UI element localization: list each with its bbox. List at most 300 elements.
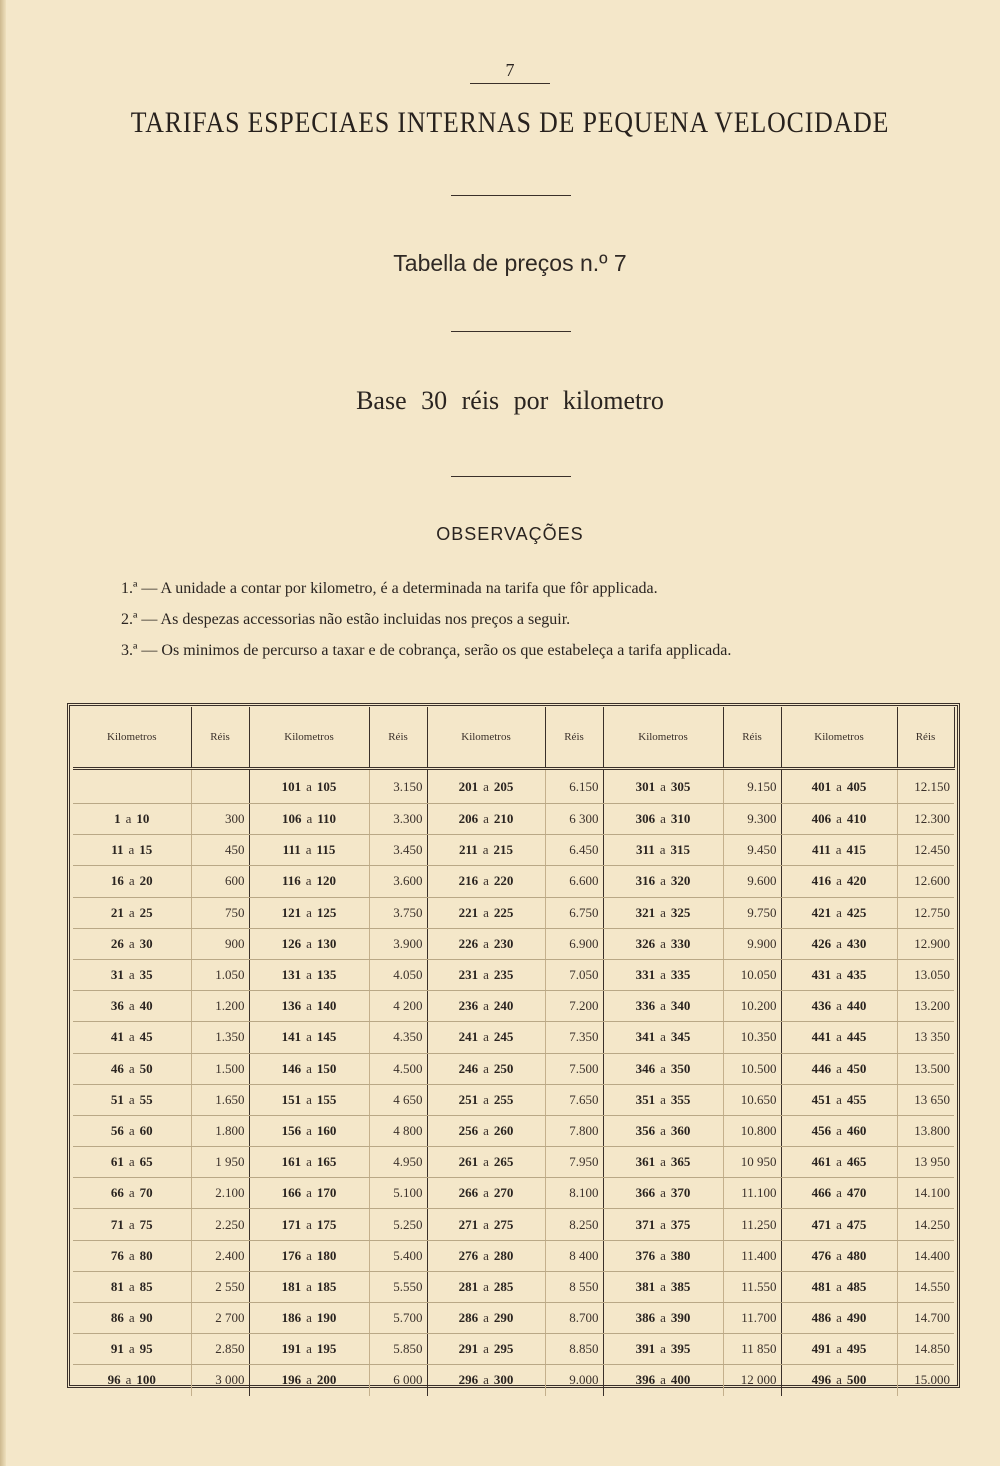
kilometre-range-cell xyxy=(73,1147,191,1178)
range-end: 360 xyxy=(670,1122,691,1138)
price-reis-cell: 10.050 xyxy=(723,959,781,990)
range-connector: a xyxy=(483,904,489,920)
price-reis-cell: 9.300 xyxy=(723,804,781,835)
kilometre-range-cell xyxy=(73,1271,191,1302)
price-reis-cell: 3.600 xyxy=(369,866,427,897)
base-rate-line: Base 30 réis por kilometro xyxy=(356,386,664,415)
price-reis-cell: 10.650 xyxy=(723,1084,781,1115)
price-reis-cell: 12.300 xyxy=(897,804,954,835)
price-reis-cell: 2.850 xyxy=(191,1334,249,1365)
range-start: 166 xyxy=(281,1185,302,1201)
column-header-reis: Réis xyxy=(191,707,249,769)
range-end: 315 xyxy=(670,842,691,858)
kilometre-range-cell xyxy=(427,1209,545,1240)
range-end: 120 xyxy=(316,873,337,889)
observation-note: 2.ª — As despezas accessorias não estão incluidas nos preços a seguir. xyxy=(121,611,571,628)
range-end: 300 xyxy=(493,1372,514,1388)
range-connector: a xyxy=(836,904,842,920)
range-start: 446 xyxy=(811,1060,832,1076)
range-connector: a xyxy=(660,1185,666,1201)
range-connector: a xyxy=(483,778,489,794)
price-reis-cell: 7.050 xyxy=(545,959,603,990)
range-end: 195 xyxy=(316,1341,337,1357)
range-connector: a xyxy=(660,1029,666,1045)
range-start: 116 xyxy=(281,873,301,889)
price-reis-cell: 15.000 xyxy=(897,1365,954,1396)
range-connector: a xyxy=(305,842,312,858)
range-end: 465 xyxy=(846,1154,867,1170)
range-connector: a xyxy=(483,1060,489,1076)
range-end: 80 xyxy=(139,1247,153,1263)
price-reis-cell: 3.150 xyxy=(369,769,427,804)
kilometre-range-cell xyxy=(427,835,545,866)
range-connector: a xyxy=(836,1091,842,1107)
range-connector: a xyxy=(306,1216,312,1232)
range-start: 216 xyxy=(458,873,479,889)
range-start: 81 xyxy=(110,1278,124,1294)
kilometre-range-cell xyxy=(73,959,191,990)
price-reis-cell: 9.150 xyxy=(723,769,781,804)
kilometre-range-cell xyxy=(603,1178,723,1209)
price-reis-cell: 7.950 xyxy=(545,1147,603,1178)
price-reis-cell: 11 850 xyxy=(723,1334,781,1365)
range-start: 56 xyxy=(110,1122,124,1138)
kilometre-range-cell xyxy=(73,991,191,1022)
range-start: 41 xyxy=(110,1029,124,1045)
price-reis-cell: 12.750 xyxy=(897,897,954,928)
kilometre-range-cell xyxy=(249,1334,369,1365)
kilometre-range-cell xyxy=(427,991,545,1022)
range-connector: a xyxy=(483,1341,489,1357)
price-reis-cell: 10.350 xyxy=(723,1022,781,1053)
kilometre-range-cell xyxy=(781,991,897,1022)
range-start: 1 xyxy=(114,811,121,827)
range-start: 286 xyxy=(458,1310,479,1326)
price-reis-cell: 10.800 xyxy=(723,1115,781,1146)
range-connector: a xyxy=(483,1091,489,1107)
column-header-reis: Réis xyxy=(723,707,781,769)
kilometre-range-cell xyxy=(73,1209,191,1240)
range-start: 136 xyxy=(281,998,302,1014)
range-connector: a xyxy=(660,778,666,794)
range-connector: a xyxy=(835,842,842,858)
range-connector: a xyxy=(125,811,132,827)
range-connector: a xyxy=(660,811,666,827)
price-reis-cell: 1.650 xyxy=(191,1084,249,1115)
range-start: 386 xyxy=(635,1310,656,1326)
table-row xyxy=(73,1240,954,1271)
price-reis-cell: 9.900 xyxy=(723,928,781,959)
kilometre-range-cell xyxy=(73,1022,191,1053)
range-start: 266 xyxy=(458,1185,479,1201)
table-row xyxy=(73,1084,954,1115)
range-end: 200 xyxy=(316,1372,337,1388)
page-title: TARIFAS ESPECIAES INTERNAS DE PEQUENA VELOCIDADE xyxy=(130,106,890,139)
kilometre-range-cell xyxy=(73,1115,191,1146)
kilometre-range-cell xyxy=(249,1209,369,1240)
kilometre-range-cell xyxy=(249,1240,369,1271)
range-connector: a xyxy=(836,967,842,983)
table-row xyxy=(73,769,954,804)
price-reis-cell: 9.600 xyxy=(723,866,781,897)
range-end: 345 xyxy=(670,1029,691,1045)
range-connector: a xyxy=(660,998,666,1014)
kilometre-range-cell xyxy=(781,1303,897,1334)
range-connector: a xyxy=(660,1247,666,1263)
range-end: 500 xyxy=(846,1372,867,1388)
table-row xyxy=(73,991,954,1022)
price-reis-cell: 4 800 xyxy=(369,1115,427,1146)
kilometre-range-cell xyxy=(427,1303,545,1334)
kilometre-range-cell xyxy=(73,1303,191,1334)
range-connector: a xyxy=(836,1060,842,1076)
range-start: 16 xyxy=(110,873,124,889)
price-reis-cell: 4 650 xyxy=(369,1084,427,1115)
range-end: 410 xyxy=(846,811,867,827)
range-start: 321 xyxy=(635,904,656,920)
range-end: 490 xyxy=(846,1310,867,1326)
range-end: 485 xyxy=(846,1278,867,1294)
range-end: 10 xyxy=(136,811,150,827)
range-connector: a xyxy=(836,1372,842,1388)
range-end: 385 xyxy=(670,1278,691,1294)
range-connector: a xyxy=(836,778,842,794)
kilometre-range-cell xyxy=(427,1271,545,1302)
price-reis-cell: 4 200 xyxy=(369,991,427,1022)
range-start: 371 xyxy=(635,1216,656,1232)
range-connector: a xyxy=(306,1091,312,1107)
price-reis-cell: 9.750 xyxy=(723,897,781,928)
price-reis-cell: 3.900 xyxy=(369,928,427,959)
price-reis-cell: 750 xyxy=(191,897,249,928)
price-reis-cell: 12.900 xyxy=(897,928,954,959)
price-reis-cell: 2.400 xyxy=(191,1240,249,1271)
table-row xyxy=(73,1209,954,1240)
kilometre-range-cell xyxy=(73,1334,191,1365)
range-end: 95 xyxy=(139,1341,153,1357)
range-end: 60 xyxy=(139,1122,153,1138)
range-start: 31 xyxy=(110,967,124,983)
range-end: 90 xyxy=(139,1310,153,1326)
range-connector: a xyxy=(483,1029,489,1045)
price-reis-cell: 6.900 xyxy=(545,928,603,959)
kilometre-range-cell xyxy=(249,991,369,1022)
kilometre-range-cell xyxy=(781,1334,897,1365)
kilometre-range-cell xyxy=(73,866,191,897)
page-number: 7 xyxy=(470,60,550,84)
price-reis-cell: 13.800 xyxy=(897,1115,954,1146)
range-end: 395 xyxy=(670,1341,691,1357)
range-end: 85 xyxy=(139,1278,153,1294)
range-end: 155 xyxy=(316,1091,337,1107)
price-reis-cell: 14.550 xyxy=(897,1271,954,1302)
range-connector: a xyxy=(128,935,135,951)
kilometre-range-cell xyxy=(73,769,191,804)
range-end: 330 xyxy=(670,935,691,951)
range-end: 340 xyxy=(670,998,691,1014)
range-end: 375 xyxy=(670,1216,691,1232)
range-start: 306 xyxy=(635,811,656,827)
table-row xyxy=(73,959,954,990)
range-end: 55 xyxy=(139,1091,153,1107)
range-connector: a xyxy=(128,842,135,858)
range-end: 430 xyxy=(846,935,867,951)
kilometre-range-cell xyxy=(781,1115,897,1146)
range-connector: a xyxy=(306,778,312,794)
range-connector: a xyxy=(128,1122,135,1138)
range-connector: a xyxy=(836,935,842,951)
column-header-kilometros: Kilometros xyxy=(427,707,545,769)
range-connector: a xyxy=(128,1185,135,1201)
kilometre-range-cell xyxy=(427,769,545,804)
kilometre-range-cell xyxy=(73,1053,191,1084)
range-connector: a xyxy=(660,904,666,920)
kilometre-range-cell xyxy=(603,1084,723,1115)
tariff-table xyxy=(73,707,955,1396)
range-start: 21 xyxy=(110,904,124,920)
kilometre-range-cell xyxy=(603,1365,723,1396)
range-end: 275 xyxy=(493,1216,514,1232)
kilometre-range-cell xyxy=(781,928,897,959)
kilometre-range-cell xyxy=(249,1147,369,1178)
range-connector: a xyxy=(128,1341,135,1357)
kilometre-range-cell xyxy=(781,1365,897,1396)
kilometre-range-cell xyxy=(73,897,191,928)
range-connector: a xyxy=(836,1029,842,1045)
table-row xyxy=(73,1115,954,1146)
price-reis-cell: 14.400 xyxy=(897,1240,954,1271)
range-start: 241 xyxy=(458,1029,479,1045)
observations-heading: OBSERVAÇÕES xyxy=(436,524,584,544)
price-reis-cell: 12.600 xyxy=(897,866,954,897)
price-reis-cell: 4.350 xyxy=(369,1022,427,1053)
price-reis-cell: 7.200 xyxy=(545,991,603,1022)
range-connector: a xyxy=(660,1278,666,1294)
range-end: 310 xyxy=(670,811,691,827)
price-reis-cell: 6.450 xyxy=(545,835,603,866)
range-end: 445 xyxy=(846,1029,867,1045)
range-connector: a xyxy=(660,1341,666,1357)
range-end: 45 xyxy=(139,1029,153,1045)
range-connector: a xyxy=(836,1310,842,1326)
range-end: 15 xyxy=(139,842,153,858)
range-end: 460 xyxy=(846,1122,867,1138)
kilometre-range-cell xyxy=(781,959,897,990)
range-end: 235 xyxy=(493,967,514,983)
range-end: 305 xyxy=(670,778,691,794)
range-connector: a xyxy=(483,1278,489,1294)
range-connector: a xyxy=(660,1060,666,1076)
range-end: 70 xyxy=(139,1185,153,1201)
range-connector: a xyxy=(483,967,489,983)
kilometre-range-cell xyxy=(249,1084,369,1115)
range-start: 426 xyxy=(811,935,832,951)
range-end: 105 xyxy=(316,778,337,794)
range-start: 456 xyxy=(811,1122,832,1138)
range-connector: a xyxy=(659,842,666,858)
price-reis-cell: 7.350 xyxy=(545,1022,603,1053)
range-connector: a xyxy=(483,1372,489,1388)
range-start: 131 xyxy=(281,967,302,983)
range-start: 486 xyxy=(811,1310,832,1326)
kilometre-range-cell xyxy=(427,866,545,897)
range-connector: a xyxy=(306,1310,312,1326)
table-row xyxy=(73,1303,954,1334)
range-end: 350 xyxy=(670,1060,691,1076)
range-connector: a xyxy=(836,1278,842,1294)
range-start: 331 xyxy=(635,967,656,983)
kilometre-range-cell xyxy=(603,1053,723,1084)
range-start: 206 xyxy=(458,811,479,827)
price-reis-cell: 12 000 xyxy=(723,1365,781,1396)
price-reis-cell: 8.250 xyxy=(545,1209,603,1240)
range-connector: a xyxy=(483,998,489,1014)
range-end: 250 xyxy=(493,1060,514,1076)
range-start: 346 xyxy=(635,1060,656,1076)
range-end: 170 xyxy=(316,1185,337,1201)
range-end: 380 xyxy=(670,1247,691,1263)
range-end: 100 xyxy=(136,1372,156,1388)
range-start: 246 xyxy=(458,1060,479,1076)
range-start: 351 xyxy=(635,1091,656,1107)
range-connector: a xyxy=(660,873,666,889)
range-end: 425 xyxy=(846,904,867,920)
range-connector: a xyxy=(306,811,313,827)
range-start: 251 xyxy=(458,1091,479,1107)
range-connector: a xyxy=(483,873,489,889)
range-start: 316 xyxy=(635,873,656,889)
price-reis-cell: 14.100 xyxy=(897,1178,954,1209)
range-end: 475 xyxy=(846,1216,867,1232)
kilometre-range-cell xyxy=(781,866,897,897)
range-start: 401 xyxy=(811,778,832,794)
price-reis-cell: 13.500 xyxy=(897,1053,954,1084)
observation-note: 3.ª — Os minimos de percurso a taxar e de cobrança, serão os que estabeleça a tarifa applicada. xyxy=(121,642,732,659)
range-end: 370 xyxy=(670,1185,691,1201)
price-reis-cell: 6.750 xyxy=(545,897,603,928)
range-end: 30 xyxy=(139,935,153,951)
range-start: 211 xyxy=(458,842,478,858)
range-connector: a xyxy=(128,1091,135,1107)
range-start: 221 xyxy=(458,904,479,920)
price-reis-cell: 11.700 xyxy=(723,1303,781,1334)
range-connector: a xyxy=(483,1122,489,1138)
price-reis-cell: 11.400 xyxy=(723,1240,781,1271)
table-row xyxy=(73,1334,954,1365)
price-reis-cell: 12.450 xyxy=(897,835,954,866)
range-connector: a xyxy=(836,1247,842,1263)
price-reis-cell: 300 xyxy=(191,804,249,835)
range-start: 406 xyxy=(811,811,832,827)
price-reis-cell: 14.700 xyxy=(897,1303,954,1334)
column-header-reis: Réis xyxy=(545,707,603,769)
kilometre-range-cell xyxy=(781,769,897,804)
price-reis-cell: 5.250 xyxy=(369,1209,427,1240)
kilometre-range-cell xyxy=(427,1240,545,1271)
kilometre-range-cell xyxy=(781,1271,897,1302)
price-reis-cell: 13.200 xyxy=(897,991,954,1022)
kilometre-range-cell xyxy=(603,804,723,835)
range-start: 161 xyxy=(281,1154,302,1170)
range-start: 341 xyxy=(635,1029,656,1045)
table-row xyxy=(73,897,954,928)
range-end: 130 xyxy=(316,935,337,951)
price-reis-cell: 1.500 xyxy=(191,1053,249,1084)
range-start: 471 xyxy=(811,1216,832,1232)
range-end: 405 xyxy=(846,778,867,794)
table-row xyxy=(73,928,954,959)
range-connector: a xyxy=(836,873,842,889)
range-end: 390 xyxy=(670,1310,691,1326)
kilometre-range-cell xyxy=(781,835,897,866)
price-reis-cell: 4.950 xyxy=(369,1147,427,1178)
range-start: 106 xyxy=(281,811,302,827)
range-start: 236 xyxy=(458,998,479,1014)
kilometre-range-cell xyxy=(249,769,369,804)
range-end: 325 xyxy=(670,904,691,920)
range-start: 151 xyxy=(281,1091,302,1107)
kilometre-range-cell xyxy=(427,1115,545,1146)
price-reis-cell: 4.500 xyxy=(369,1053,427,1084)
range-start: 416 xyxy=(811,873,832,889)
range-end: 260 xyxy=(493,1122,514,1138)
range-end: 455 xyxy=(846,1091,867,1107)
range-end: 450 xyxy=(846,1060,867,1076)
range-start: 141 xyxy=(281,1029,302,1045)
range-end: 230 xyxy=(493,935,514,951)
range-start: 396 xyxy=(635,1372,656,1388)
range-start: 271 xyxy=(458,1216,479,1232)
range-start: 256 xyxy=(458,1122,479,1138)
range-start: 301 xyxy=(635,778,656,794)
price-reis-cell: 1.050 xyxy=(191,959,249,990)
kilometre-range-cell xyxy=(427,1365,545,1396)
kilometre-range-cell xyxy=(781,897,897,928)
kilometre-range-cell xyxy=(603,1147,723,1178)
table-row xyxy=(73,866,954,897)
range-end: 40 xyxy=(139,998,153,1014)
range-connector: a xyxy=(128,1029,135,1045)
observation-note: 1.ª — A unidade a contar por kilometro, é a determinada na tarifa que fôr applicada. xyxy=(121,580,658,597)
range-end: 75 xyxy=(139,1216,153,1232)
price-reis-cell: 3.300 xyxy=(369,804,427,835)
range-start: 296 xyxy=(458,1372,479,1388)
range-connector: a xyxy=(836,1185,842,1201)
range-connector: a xyxy=(483,1185,489,1201)
range-end: 65 xyxy=(139,1154,153,1170)
range-start: 441 xyxy=(811,1029,832,1045)
kilometre-range-cell xyxy=(249,835,369,866)
range-end: 215 xyxy=(493,842,514,858)
kilometre-range-cell xyxy=(249,866,369,897)
price-reis-cell: 10.200 xyxy=(723,991,781,1022)
range-end: 400 xyxy=(670,1372,691,1388)
range-start: 191 xyxy=(281,1341,302,1357)
table-row xyxy=(73,1147,954,1178)
range-start: 481 xyxy=(811,1278,832,1294)
range-connector: a xyxy=(306,1154,312,1170)
price-reis-cell: 4.050 xyxy=(369,959,427,990)
divider-rule xyxy=(451,476,571,477)
range-start: 436 xyxy=(811,998,832,1014)
range-start: 36 xyxy=(110,998,124,1014)
kilometre-range-cell xyxy=(603,1303,723,1334)
range-start: 86 xyxy=(110,1310,124,1326)
range-connector: a xyxy=(660,1372,666,1388)
range-end: 185 xyxy=(316,1278,337,1294)
range-start: 261 xyxy=(458,1154,479,1170)
range-end: 115 xyxy=(316,842,336,858)
